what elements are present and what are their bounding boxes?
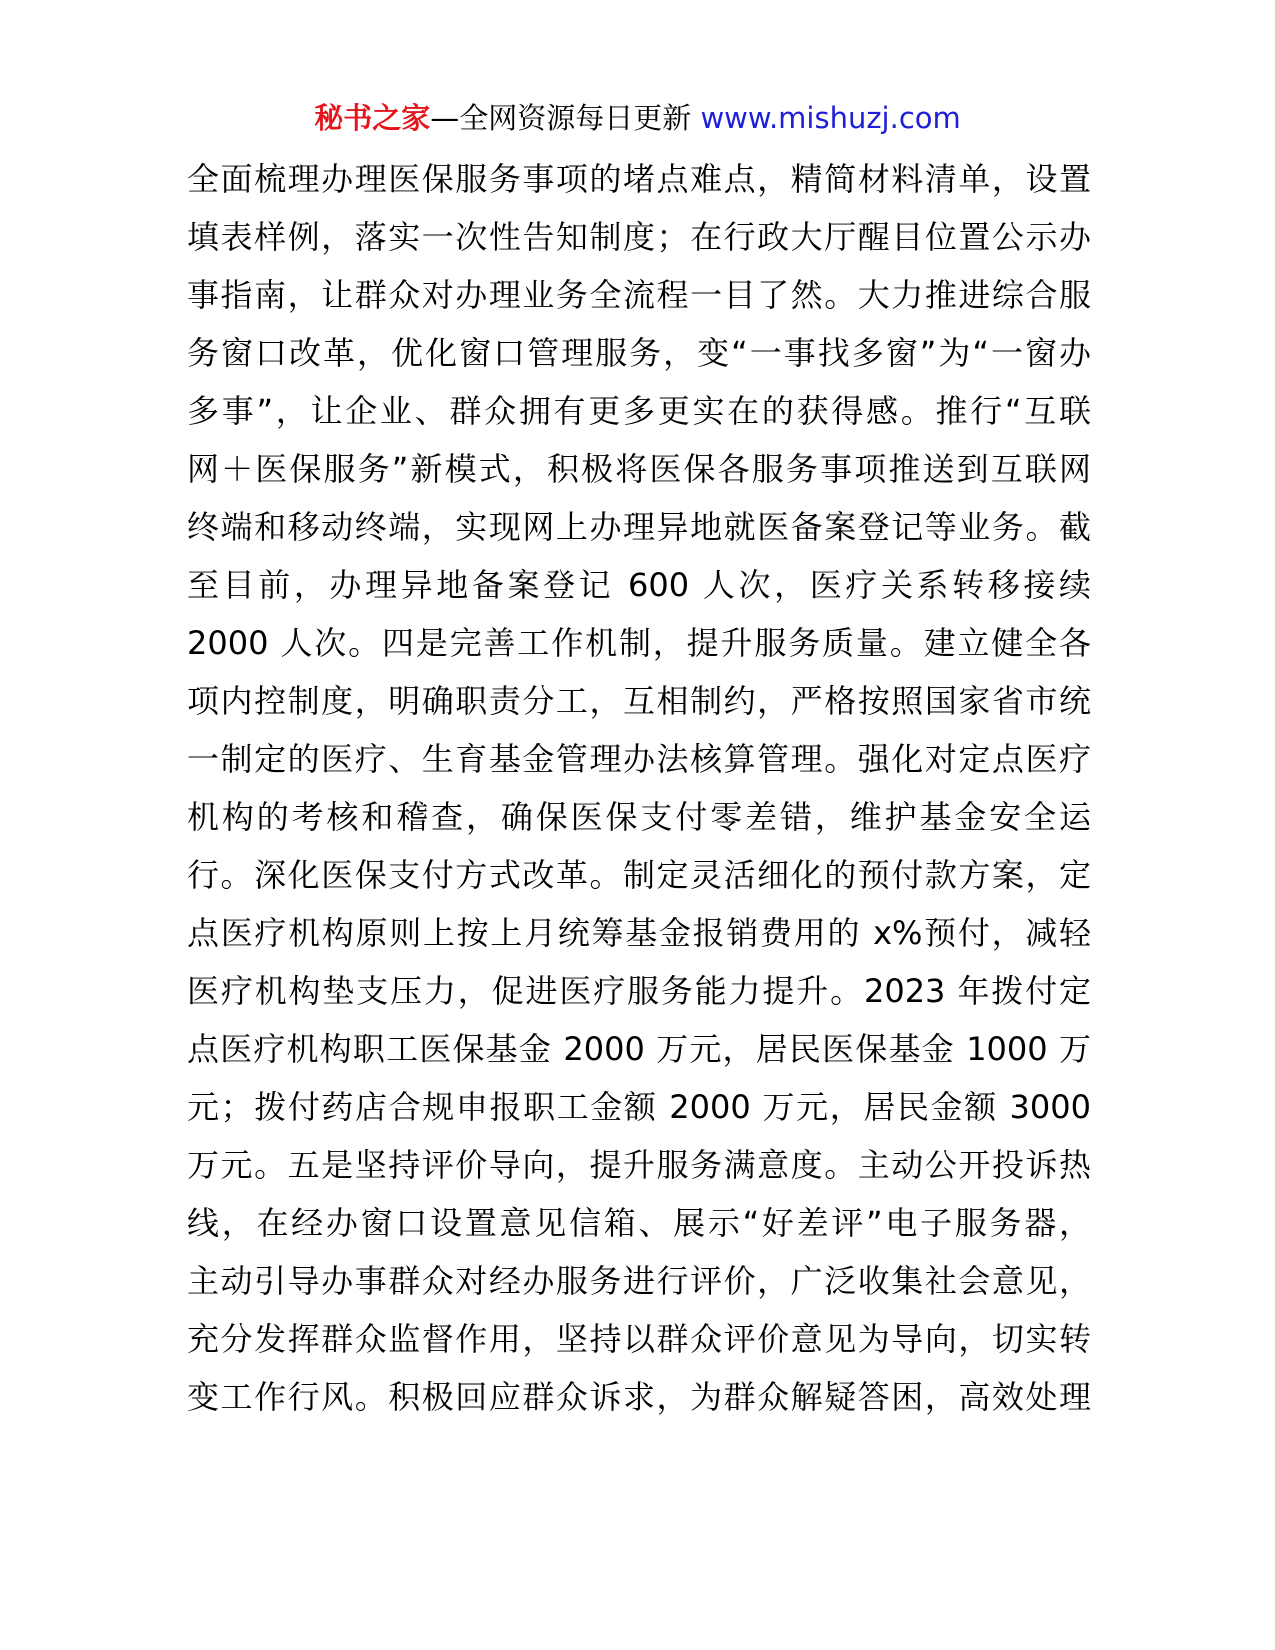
body-line: 务窗口改革，优化窗口管理服务，变“一事找多窗”为“一窗办 <box>187 334 1091 372</box>
body-line: 医疗机构垫支压力，促进医疗服务能力提升。2023 年拨付定 <box>187 972 1091 1010</box>
body-line: 行。深化医保支付方式改革。制定灵活细化的预付款方案，定 <box>187 856 1091 894</box>
body-line: 变工作行风。积极回应群众诉求，为群众解疑答困，高效处理 <box>187 1378 1091 1416</box>
body-line: 终端和移动终端，实现网上办理异地就医备案登记等业务。截 <box>187 508 1091 546</box>
body-line: 网＋医保服务”新模式，积极将医保各服务事项推送到互联网 <box>187 450 1091 488</box>
body-line: 点医疗机构职工医保基金 2000 万元，居民医保基金 1000 万 <box>187 1030 1091 1068</box>
body-line: 填表样例，落实一次性告知制度；在行政大厅醒目位置公示办 <box>187 218 1091 256</box>
body-line: 事指南，让群众对办理业务全流程一目了然。大力推进综合服 <box>187 276 1091 314</box>
body-line: 万元。五是坚持评价导向，提升服务满意度。主动公开投诉热 <box>187 1146 1091 1184</box>
body-line: 线，在经办窗口设置意见信箱、展示“好差评”电子服务器， <box>187 1204 1091 1242</box>
header-tagline: —全网资源每日更新 <box>430 101 701 135</box>
body-line: 充分发挥群众监督作用，坚持以群众评价意见为导向，切实转 <box>187 1320 1091 1358</box>
page-header <box>0 98 1275 138</box>
document-body <box>187 150 1091 1426</box>
body-line: 机构的考核和稽查，确保医保支付零差错，维护基金安全运 <box>187 798 1091 836</box>
body-line: 主动引导办事群众对经办服务进行评价，广泛收集社会意见， <box>187 1262 1091 1300</box>
body-line: 点医疗机构原则上按上月统筹基金报销费用的 x%预付，减轻 <box>187 914 1091 952</box>
body-line: 项内控制度，明确职责分工，互相制约，严格按照国家省市统 <box>187 682 1091 720</box>
body-line: 全面梳理办理医保服务事项的堵点难点，精简材料清单，设置 <box>187 160 1091 198</box>
body-line: 一制定的医疗、生育基金管理办法核算管理。强化对定点医疗 <box>187 740 1091 778</box>
brand-name: 秘书之家 <box>314 101 431 135</box>
body-line: 至目前，办理异地备案登记 600 人次，医疗关系转移接续 <box>187 566 1091 604</box>
body-line: 元；拨付药店合规申报职工金额 2000 万元，居民金额 3000 <box>187 1088 1091 1126</box>
body-line: 2000 人次。四是完善工作机制，提升服务质量。建立健全各 <box>187 624 1091 662</box>
header-url[interactable]: www.mishuzj.com <box>700 101 961 135</box>
body-line: 多事”，让企业、群众拥有更多更实在的获得感。推行“互联 <box>187 392 1091 430</box>
